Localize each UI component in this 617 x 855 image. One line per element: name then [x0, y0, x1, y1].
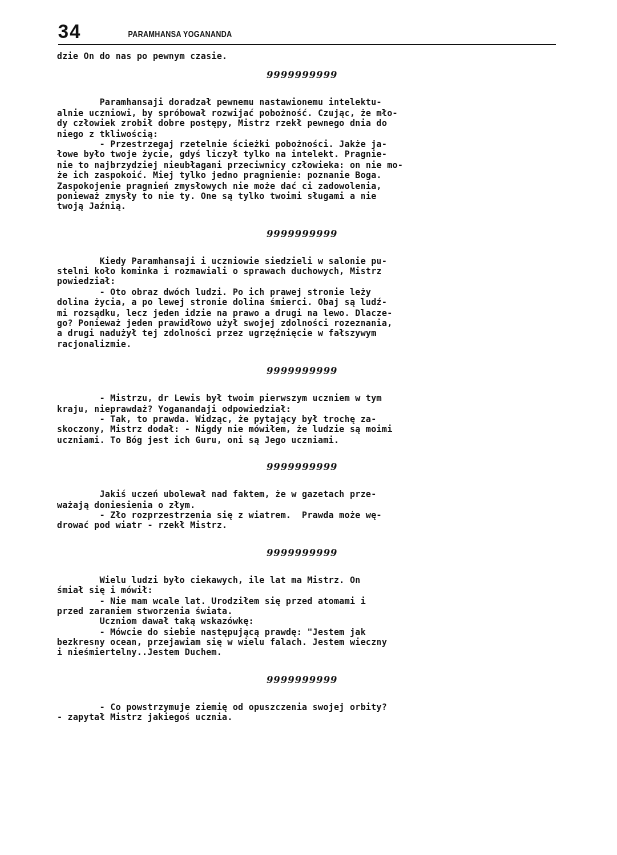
text-line: uczniami. To Bóg jest ich Guru, oni są Jego uczniami.	[57, 435, 340, 446]
page-number: 34	[58, 22, 82, 43]
text-line: stelni koło kominka i rozmawiali o sprawach duchowych, Mistrz	[57, 267, 382, 278]
text-line: śmiał się i mówił:	[57, 586, 153, 597]
text-line: - Tak, to prawda. Widząc, że pytający był trochę za-	[57, 414, 377, 425]
text-line: powiedział:	[57, 277, 116, 288]
text-line: - Mówcie do siebie następującą prawdę: "Jestem jak	[57, 627, 366, 638]
section-separator: 9999999999	[266, 462, 338, 474]
text-line: że ich zaspokoić. Miej tylko jedno pragnienie: poznanie Boga.	[57, 171, 382, 182]
text-line: - Co powstrzymuje ziemię od opuszczenia swojej orbity?	[57, 702, 388, 713]
section-separator: 9999999999	[266, 366, 338, 378]
text-line: - Mistrzu, dr Lewis był twoim pierwszym uczniem w tym	[57, 394, 382, 405]
text-line: Wielu ludzi było ciekawych, ile lat ma Mistrz. On	[57, 575, 361, 586]
text-line: łowe było twoje życie, gdyś liczył tylko na intelekt. Pragnie-	[57, 150, 388, 161]
section-separator: 9999999999	[266, 547, 338, 559]
text-line: bezkresny ocean, przejawiam się w wielu falach. Jestem wieczny	[57, 638, 388, 649]
text-line: niego z tkliwością:	[57, 129, 159, 140]
text-line: - Zło rozprzestrzenia się z wiatrem. Prawda może wę-	[57, 510, 382, 521]
text-line: - Przestrzegaj rzetelnie ścieżki pobożności. Jakże ja-	[57, 139, 388, 150]
page-header	[58, 22, 558, 46]
text-line: Jakiś uczeń ubolewał nad faktem, że w gazetach prze-	[57, 490, 377, 501]
text-line: - Nie mam wcale lat. Urodziłem się przed atomami i	[57, 596, 366, 607]
body-text	[57, 52, 547, 724]
text-line: mi rozsądku, lecz jeden idzie na prawo a drugi na lewo. Dlacze-	[57, 308, 393, 319]
text-line: ważają doniesienia o złym.	[57, 500, 196, 511]
section-separator: 9999999999	[266, 674, 338, 686]
text-line: i nieśmiertelny..Jestem Duchem.	[57, 648, 223, 659]
text-line: - zapytał Mistrz jakiegoś ucznia.	[57, 713, 233, 724]
text-line: dy człowiek zrobił dobre postępy, Mistrz rzekł pewnego dnia do	[57, 119, 388, 130]
text-line: drować pod wiatr - rzekł Mistrz.	[57, 521, 228, 532]
text-line: alnie uczniowi, by spróbował rozwijać pobożność. Czując, że mło-	[57, 108, 398, 119]
text-line: Zaspokojenie pragnień zmysłowych nie może dać ci zadowolenia,	[57, 181, 382, 192]
text-line: ponieważ zmysły to nie ty. One są tylko twoimi sługami a nie	[57, 191, 377, 202]
text-line: nie to najbrzydziej nieubłagani przeciwnicy człowieka: on nie mo-	[57, 160, 404, 171]
text-line: dolina życia, a po lewej stronie dolina śmierci. Obaj są ludź-	[57, 298, 388, 309]
header-rule	[58, 44, 556, 45]
text-line: Paramhansaji doradzał pewnemu nastawionemu intelektu-	[57, 98, 382, 109]
section-separator: 9999999999	[266, 228, 338, 240]
text-line: skoczony, Mistrz dodał: - Nigdy nie mówiłem, że ludzie są moimi	[57, 425, 393, 436]
text-line: racjonalizmie.	[57, 339, 132, 350]
text-line: dzie On do nas po pewnym czasie.	[57, 52, 228, 62]
text-line: Kiedy Paramhansaji i uczniowie siedzieli w salonie pu-	[57, 256, 388, 267]
text-line: przed zaraniem stworzenia świata.	[57, 606, 233, 617]
running-head: PARAMHANSA YOGANANDA	[128, 29, 233, 39]
text-line: twoją Jaźnią.	[57, 202, 127, 213]
text-line: a drugi nadużył tej zdolności przez ugrzęźnięcie w fałszywym	[57, 329, 377, 340]
text-line: kraju, nieprawdaż? Yoganandaji odpowiedział:	[57, 404, 292, 415]
text-line: - Oto obraz dwóch ludzi. Po ich prawej stronie leży	[57, 287, 372, 298]
section-separator: 9999999999	[266, 70, 338, 82]
text-line: Uczniom dawał taką wskazówkę:	[57, 617, 254, 628]
text-line: go? Ponieważ jeden prawidłowo użył swojej zdolności rozeznania,	[57, 319, 393, 330]
